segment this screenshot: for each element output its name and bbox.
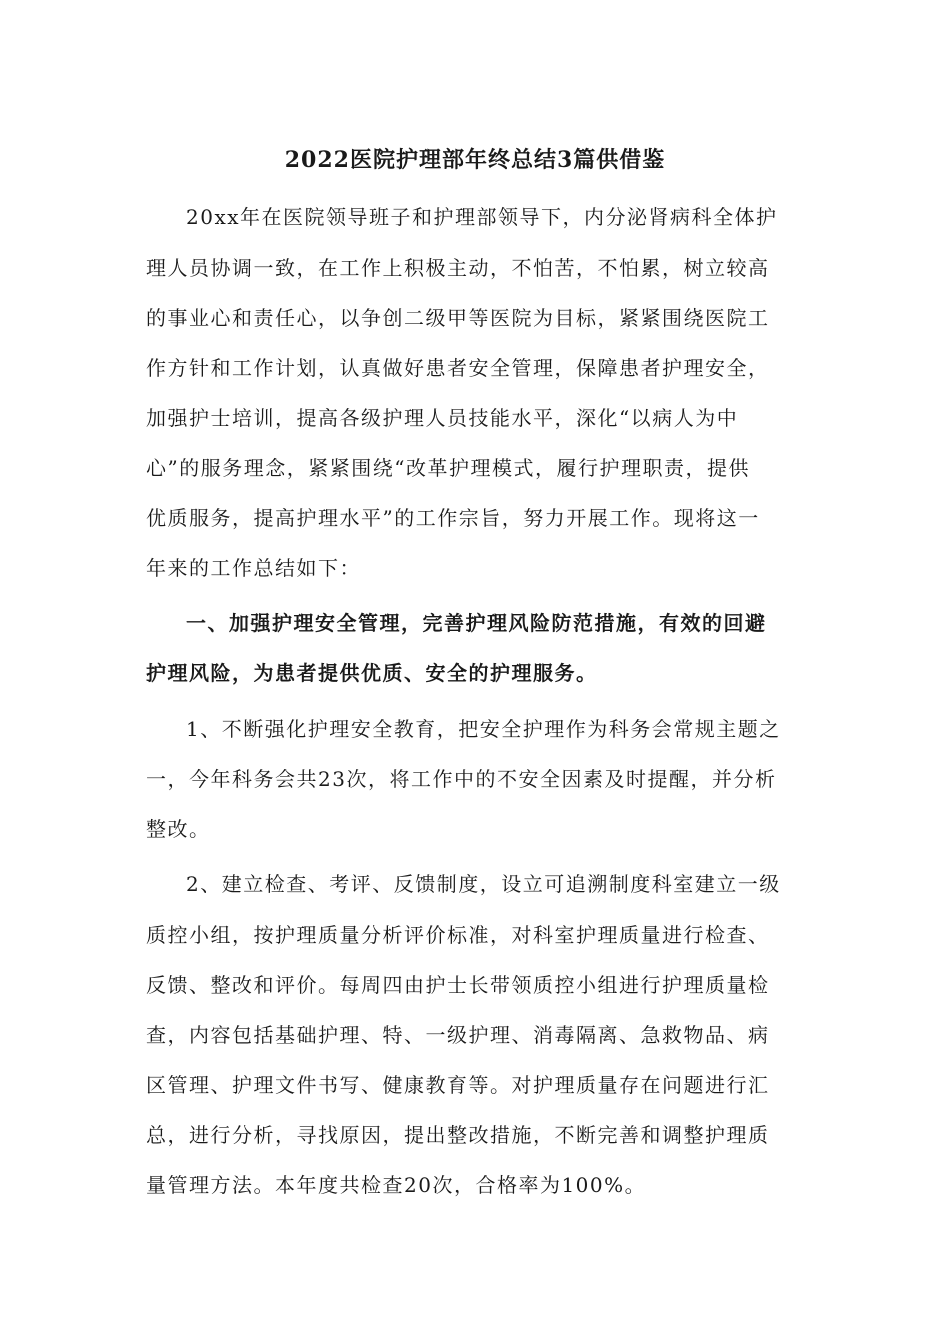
paragraph-4-line-4: 查，内容包括基础护理、特、一级护理、消毒隔离、急救物品、病 <box>146 1023 770 1047</box>
paragraph-3-line-1: 1、不断强化护理安全教育，把安全护理作为科务会常规主题之 <box>186 717 781 741</box>
paragraph-1-line-3: 的事业心和责任心，以争创二级甲等医院为目标，紧紧围绕医院工 <box>146 306 770 330</box>
paragraph-1-line-2: 理人员协调一致，在工作上积极主动，不怕苦，不怕累，树立较高 <box>146 256 770 280</box>
paragraph-3-line-3: 整改。 <box>146 817 211 841</box>
section-heading-line-2: 护理风险，为患者提供优质、安全的护理服务。 <box>146 661 598 685</box>
paragraph-4-line-3: 反馈、整改和评价。每周四由护士长带领质控小组进行护理质量检 <box>146 973 770 997</box>
paragraph-4-line-6: 总，进行分析，寻找原因，提出整改措施，不断完善和调整护理质 <box>146 1123 770 1147</box>
paragraph-1-line-4: 作方针和工作计划，认真做好患者安全管理，保障患者护理安全， <box>146 356 770 380</box>
paragraph-1-line-8: 年来的工作总结如下： <box>146 556 361 580</box>
paragraph-4-line-5: 区管理、护理文件书写、健康教育等。对护理质量存在问题进行汇 <box>146 1073 770 1097</box>
paragraph-1-line-7: 优质服务，提高护理水平”的工作宗旨，努力开展工作。现将这一 <box>146 506 760 530</box>
paragraph-4-line-2: 质控小组，按护理质量分析评价标准，对科室护理质量进行检查、 <box>146 923 770 947</box>
paragraph-4-line-1: 2、建立检查、考评、反馈制度，设立可追溯制度科室建立一级 <box>186 872 781 896</box>
paragraph-1-line-6: 心”的服务理念，紧紧围绕“改革护理模式，履行护理职责，提供 <box>146 456 750 480</box>
paragraph-1-line-5: 加强护士培训，提高各级护理人员技能水平，深化“以病人为中 <box>146 406 739 430</box>
document-title: 2022医院护理部年终总结3篇供借鉴 <box>284 147 666 173</box>
section-heading-line-1: 一、加强护理安全管理，完善护理风险防范措施，有效的回避 <box>186 611 767 635</box>
paragraph-3-line-2: 一，今年科务会共23次，将工作中的不安全因素及时提醒，并分析 <box>146 767 777 791</box>
paragraph-4-line-7: 量管理方法。本年度共检查20次，合格率为100%。 <box>146 1173 647 1197</box>
paragraph-1-line-1: 20xx年在医院领导班子和护理部领导下，内分泌肾病科全体护 <box>186 205 778 229</box>
